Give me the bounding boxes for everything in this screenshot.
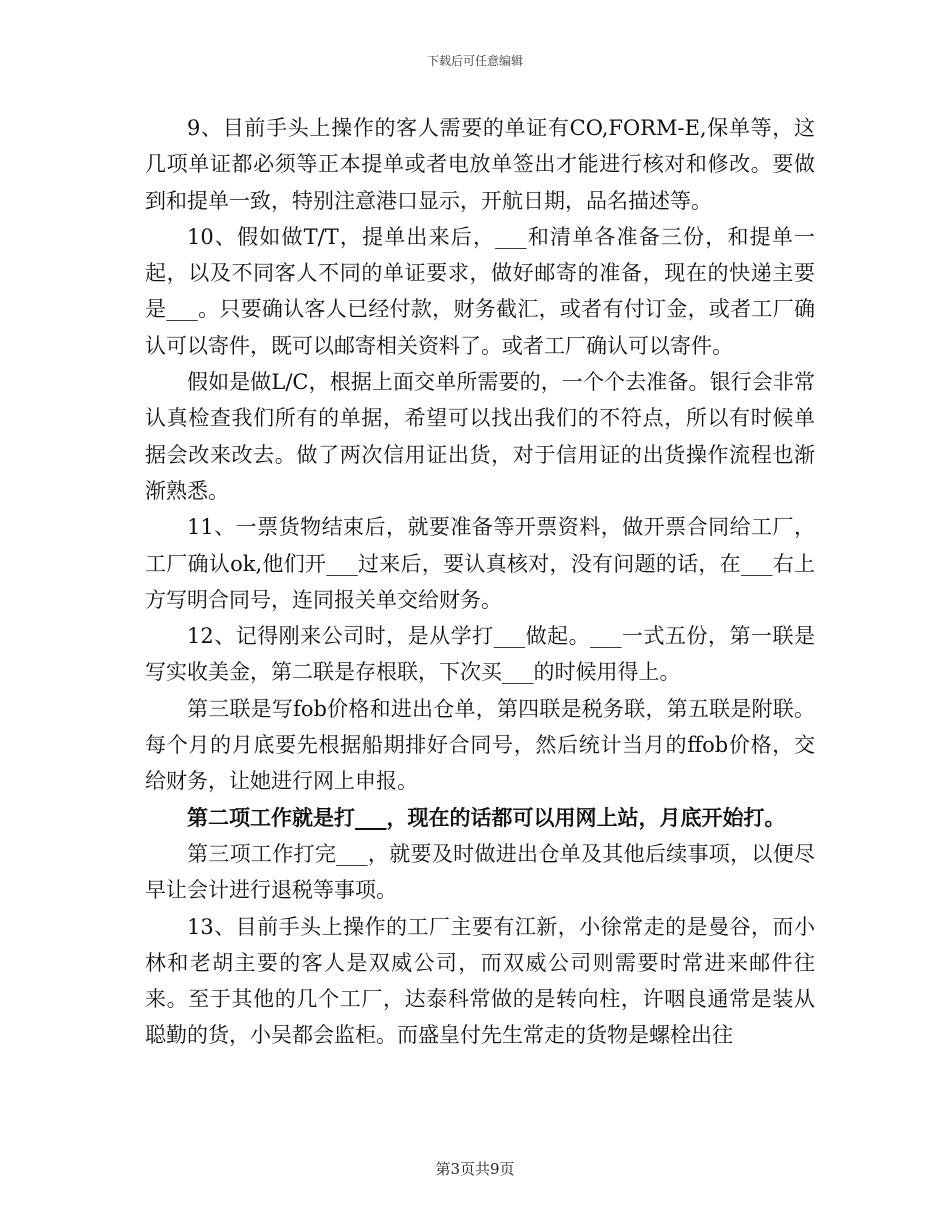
paragraph-third-task: 第三项工作打完___，就要及时做进出仓单及其他后续事项，以便尽早让会计进行退税等事项。 <box>145 841 815 903</box>
paragraph-item-12: 12、记得刚来公司时，是从学打___做起。___一式五份，第一联是写实收美金，第二联是存根联，下次买___的时候用得上。 <box>145 624 815 685</box>
paragraph-item-13: 13、目前手头上操作的工厂主要有江新，小徐常走的是曼谷，而小林和老胡主要的客人是双威公司，而双威公司则需要时常进来邮件往来。至于其他的几个工厂，达泰科常做的是转向柱，许咽良通常是装从聪勤的货，小吴都会监柜。而盛皇付先生常走的货物是螺栓出往 <box>145 914 815 1048</box>
page-number: 第3页共9页 <box>435 1160 515 1178</box>
paragraph-lc: 假如是做L/C，根据上面交单所需要的，一个个去准备。银行会非常认真检查我们所有的单据，希望可以找出我们的不符点，所以有时候单据会改来改去。做了两次信用证出货，对于信用证的出货操作流程也渐渐熟悉。 <box>145 370 815 503</box>
paragraph-third-copy: 第三联是写fob价格和进出仓单，第四联是税务联，第五联是附联。每个月的月底要先根据船期排好合同号，然后统计当月的ffob价格，交给财务，让她进行网上申报。 <box>145 696 815 794</box>
paragraph-item-9: 9、目前手头上操作的客人需要的单证有CO,FORM-E,保单等，这几项单证都必须等正本提单或者电放单签出才能进行核对和修改。要做到和提单一致，特别注意港口显示，开航日期，品名描述等。 <box>145 116 815 213</box>
paragraph-item-10: 10、假如做T/T，提单出来后，___和清单各准备三份，和提单一起，以及不同客人不同的单证要求，做好邮寄的准备，现在的快递主要是___。只要确认客人已经付款，财务截汇，或者有付订金，或者工厂确认可以寄件，既可以邮寄相关资料了。或者工厂确认可以寄件。 <box>145 224 815 358</box>
page-header: 下载后可任意编辑 <box>426 54 523 68</box>
document-body <box>145 110 815 1054</box>
paragraph-item-11: 11、一票货物结束后，就要准备等开票资料，做开票合同给工厂，工厂确认ok,他们开___过来后，要认真核对，没有问题的话，在___右上方写明合同号，连同报关单交给财务。 <box>145 515 815 612</box>
paragraph-second-task: 第二项工作就是打___，现在的话都可以用网上站，月底开始打。 <box>187 804 786 830</box>
